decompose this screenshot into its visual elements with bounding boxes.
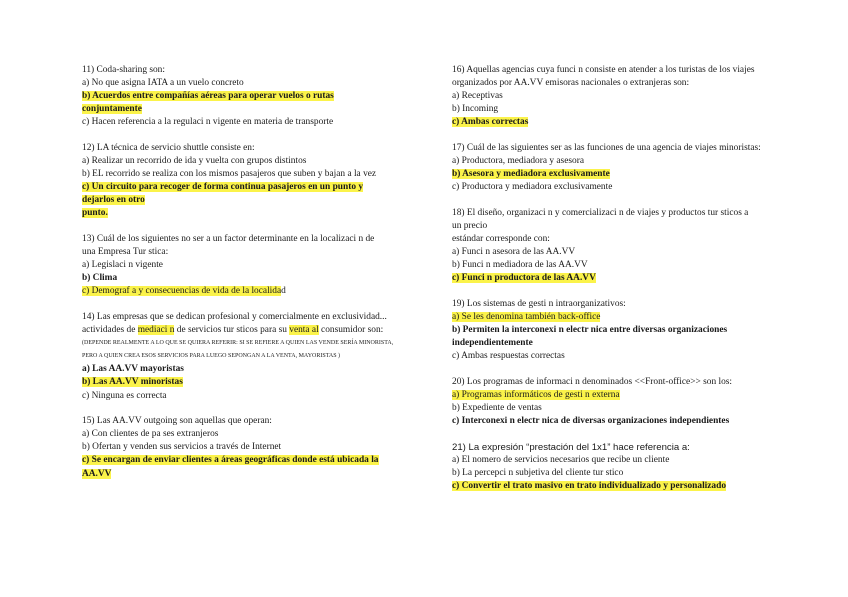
question-17	[452, 142, 802, 194]
question-text-cont: un precio	[452, 220, 488, 231]
answer-a: a) Productora, mediadora y asesora	[452, 156, 584, 167]
question-text: 17) Cuál de las siguientes ser as las funciones de una agencia de viajes minoristas:	[452, 142, 761, 153]
answer-a-correct: a) Se les denomina también back-office	[452, 312, 601, 322]
question-text: 11) Coda-sharing son:	[82, 65, 165, 75]
answer-b: b) Expediente de ventas	[452, 403, 542, 414]
answer-b: b) Incoming	[452, 104, 499, 115]
answer-c-correct: c) Ambas correctas	[452, 117, 529, 128]
answer-b-correct-cont: conjuntamente	[82, 104, 142, 115]
answer-c-correct: c) Un circuito para recoger de forma continua pasajeros en un punto y	[82, 182, 364, 193]
answer-c-correct-cont: AA.VV	[82, 468, 112, 479]
answer-a-correct: a) Programas informáticos de gesti n externa	[452, 389, 620, 400]
question-text-cont: organizados por AA.VV emisoras nacionales o extranjeras son:	[452, 78, 690, 89]
answer-b: b) Ofertan y venden sus servicios a través de Internet	[82, 442, 282, 453]
answer-a: a) Funci n asesora de las AA.VV	[452, 247, 576, 258]
question-18	[452, 207, 802, 286]
question-text-cont: una Empresa Tur stica:	[82, 247, 169, 258]
answer-c: c) Ninguna es correcta	[82, 390, 167, 401]
question-text: 12) LA técnica de servicio shuttle consiste en:	[82, 142, 255, 153]
answer-b-correct: b) Las AA.VV minoristas	[82, 377, 183, 388]
question-19	[452, 298, 802, 363]
question-text: 18) El diseño, organizaci n y comercializaci n de viajes y productos tur sticos a	[452, 207, 749, 218]
answer-c: c) Interconexi n electr nica de diversas organizaciones independientes	[452, 416, 730, 427]
note-line: (DEPENDE REALMENTE A LO QUE SE QUIERA REFERIR: SI SE REFIERE A QUIEN LAS VENDE SERÍA MINORISTA,	[82, 340, 394, 347]
answer-c-correct: c) Demograf a y consecuencias de vida de la localidad	[82, 286, 286, 297]
answer-b-cont: independientemente	[452, 338, 533, 349]
question-text-cont: actividades de mediaci n de servicios tur sticos para su venta al consumidor son:	[82, 325, 384, 336]
answer-b: b) Permiten la interconexi n electr nica entre diversas organizaciones	[452, 325, 728, 336]
question-text: 20) Los programas de informaci n denominados <<Front-office>> son los:	[452, 376, 733, 387]
answer-c-correct: c) Convertir el trato masivo en trato individualizado y personalizado	[452, 481, 727, 492]
question-text-end: estándar corresponde con:	[452, 234, 550, 245]
question-14	[82, 311, 422, 403]
question-16	[452, 64, 802, 129]
question-text: 19) Los sistemas de gesti n intraorganizativos:	[452, 298, 626, 309]
question-11	[82, 64, 422, 129]
left-column	[82, 64, 422, 493]
answer-c-correct-end: punto.	[82, 208, 108, 219]
answer-a: a) Legislaci n vigente	[82, 260, 163, 271]
answer-c-correct: c) Se encargan de enviar clientes a áreas geográficas donde está ubicada la	[82, 455, 379, 466]
note-line-cont: PERO A QUIEN CREA ESOS SERVICIOS PARA LUEGO SEPONGAN A LA VENTA, MAYORISTAS )	[82, 353, 341, 360]
answer-a: a) Con clientes de pa ses extranjeros	[82, 429, 219, 440]
answer-c: c) Hacen referencia a la regulaci n vigente en materia de transporte	[82, 117, 334, 128]
answer-a: a) Las AA.VV mayoristas	[82, 364, 184, 375]
answer-a: a) No que asigna IATA a un vuelo concreto	[82, 78, 244, 89]
question-text: 14) Las empresas que se dedican profesional y comercialmente en exclusividad...	[82, 312, 387, 322]
question-20	[452, 376, 802, 428]
question-text: 15) Las AA.VV outgoing son aquellas que operan:	[82, 416, 272, 427]
answer-b: b) Funci n mediadora de las AA.VV	[452, 260, 588, 271]
answer-b: b) La percepci n subjetiva del cliente tur stico	[452, 467, 624, 478]
answer-a: a) El nomero de servicios necesarios que recibe un cliente	[452, 454, 670, 465]
question-21	[452, 441, 802, 493]
answer-c-correct: c) Funci n productora de las AA.VV	[452, 273, 596, 284]
question-text: 21) La expresión “prestación del 1x1” hace referencia a:	[452, 441, 690, 453]
answer-c: c) Productora y mediadora exclusivamente	[452, 182, 613, 193]
answer-a: a) Receptivas	[452, 91, 503, 102]
question-12	[82, 142, 422, 221]
answer-c-correct-cont: dejarlos en otro	[82, 195, 145, 206]
question-13	[82, 233, 422, 298]
answer-c: c) Ambas respuestas correctas	[452, 351, 565, 362]
right-column	[452, 64, 802, 506]
answer-b: b) Clima	[82, 273, 118, 284]
answer-b-correct: b) Asesora y mediadora exclusivamente	[452, 169, 610, 180]
answer-b-correct: b) Acuerdos entre compañías aéreas para operar vuelos o rutas	[82, 91, 334, 102]
question-text: 16) Aquellas agencias cuya funci n consiste en atender a los turistas de los viajes	[452, 65, 755, 75]
answer-b: b) EL recorrido se realiza con los mismos pasajeros que suben y bajan a la vez	[82, 169, 377, 180]
question-15	[82, 415, 422, 480]
answer-a: a) Realizar un recorrido de ida y vuelta con grupos distintos	[82, 156, 307, 167]
question-text: 13) Cuál de los siguientes no ser a un factor determinante en la localizaci n de	[82, 234, 375, 245]
